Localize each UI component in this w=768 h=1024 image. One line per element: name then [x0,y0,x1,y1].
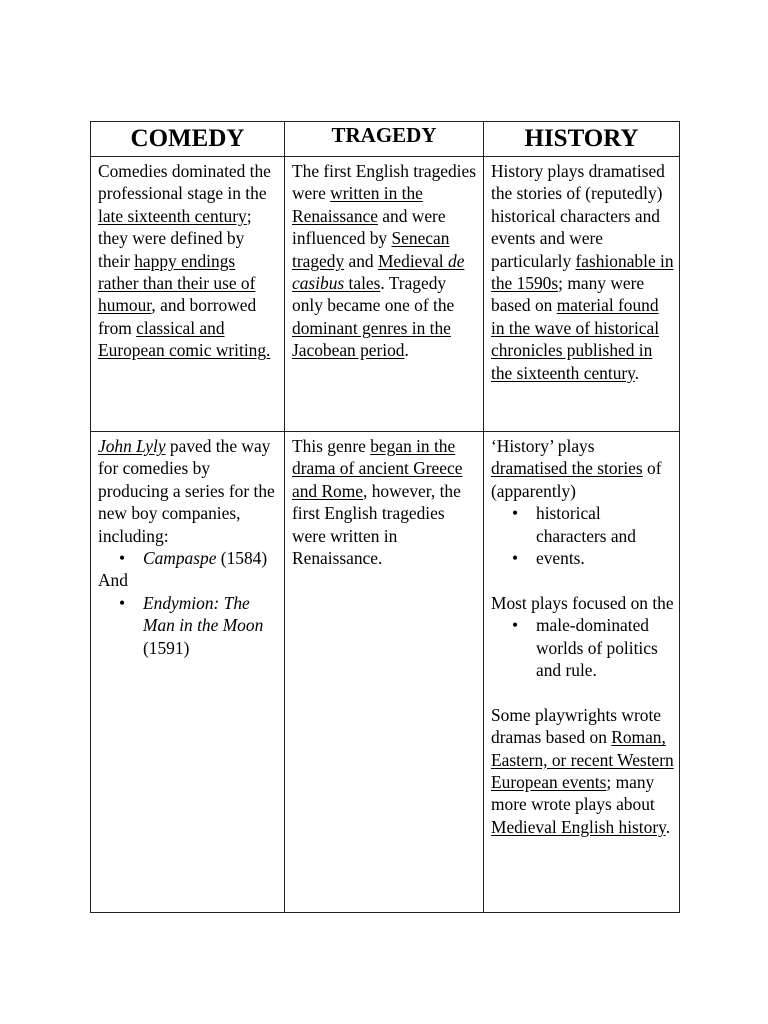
header-tragedy: TRAGEDY [331,123,437,147]
cell-history-details [484,432,680,913]
header-row [91,122,680,157]
underlined-text: late sixteenth century [98,205,247,226]
underlined-text: fashionable in the 1590s [491,250,674,294]
text-span: . Tragedy only became one of the [292,273,455,316]
list-item: • historical characters and [536,502,675,547]
underlined-text: classical and European comic writing. [98,317,271,361]
cell-history-overview [484,157,680,432]
list-item [143,592,280,659]
cell-comedy-details [91,432,285,913]
play-title: Endymion: The Man in the Moon [143,592,264,636]
history-bullets-1 [491,502,675,569]
text-span: . [665,816,671,837]
underlined-text: material found in the wave of historical chronicles published in the sixteenth century [491,295,660,383]
paragraph: Most plays focused on the [491,592,674,613]
text-span: , and borrowed from [98,295,257,338]
spacer [491,569,675,591]
text-span: . [634,362,640,383]
underlined-text: Medieval English history [491,816,666,837]
play-year: (1591) [143,637,190,658]
comedy-overview-text [91,157,284,362]
underlined-text: dramatised the stories [491,458,643,479]
play-list-1 [98,547,280,569]
header-cell-history [484,122,680,157]
list-item [143,547,280,569]
history-overview-text [484,157,679,384]
underlined-text: began in the drama of ancient Greece and Rome [292,436,463,501]
text-span: History plays dramatised the stories of (reputedly) historical characters and events and were particularly [491,161,665,271]
spacer [491,681,675,703]
text-span: Some playwrights wrote dramas based on [491,704,662,748]
genre-comparison-table [90,121,680,913]
underlined-text: happy endings rather than their use of humour [98,250,256,316]
cell-tragedy-overview [285,157,484,432]
text-span: and [344,250,378,271]
underlined-text: Senecan tragedy [292,228,450,271]
play-list-2 [98,592,280,659]
text-span: and were influenced by [292,205,446,249]
text-span: paved the way for comedies by producing a series for the new boy companies, including: [98,436,275,546]
text-span: ; many more wrote plays about [491,772,655,815]
tragedy-overview-text [285,157,483,362]
play-title: Campaspe [143,548,217,569]
underlined-italic-text: de casibus [292,250,465,294]
list-item: • events. [536,547,675,569]
underlined-text: written in the Renaissance [292,183,423,226]
text-span: Comedies dominated the professional stage in the [98,161,271,204]
underlined-text: Medieval [377,250,448,271]
play-year: (1584) [216,548,268,569]
underlined-text: tales [344,273,381,294]
cell-comedy-overview [91,157,285,432]
header-cell-comedy [91,122,285,157]
underlined-text: dominant genres in the Jacobean period [292,317,451,361]
table-row-overview [91,157,680,432]
text-span: , however, the first English tragedies were written in Renaissance. [292,480,461,569]
text-span: ; they were defined by their [98,205,252,271]
text-span: This genre [292,436,371,456]
author-name: John Lyly [98,436,166,456]
history-details-text [484,432,679,838]
text-span: The first English tragedies were [292,161,477,204]
history-bullets-2 [491,614,675,681]
tragedy-details-text [285,432,483,569]
header-history: HISTORY [524,125,639,152]
paragraph [491,704,675,838]
text-span: ‘History’ plays [491,436,595,456]
comedy-details-text [91,432,284,659]
text-span: ; many were based on [491,273,645,316]
header-comedy: COMEDY [130,125,245,152]
header-cell-tragedy [285,122,484,157]
list-item: • male-dominated worlds of politics and rule. [536,614,675,681]
text-span: . [404,340,409,361]
text-span: of (apparently) [491,458,662,501]
and-text: And [98,570,128,591]
underlined-text: Roman, Eastern, or recent Western European events [491,727,674,793]
cell-tragedy-details [285,432,484,913]
table-row-details [91,432,680,913]
